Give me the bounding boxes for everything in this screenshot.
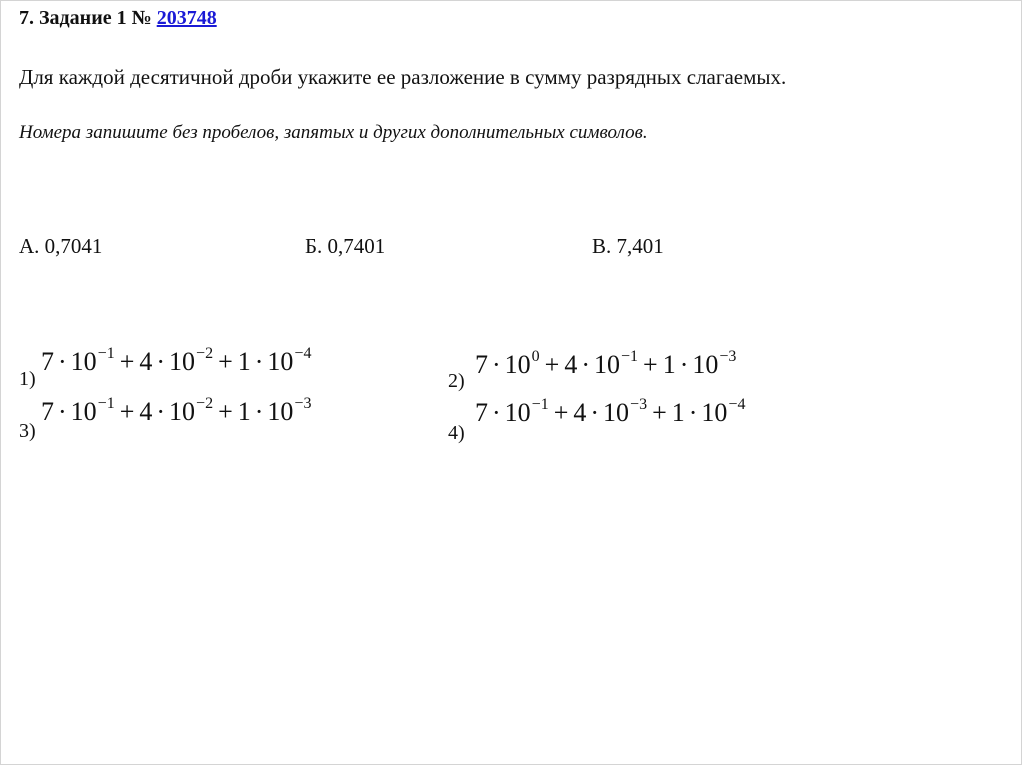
term-coef: 1 [671, 398, 685, 427]
term-base: 10 [504, 398, 531, 427]
task-title [19, 7, 217, 30]
term-base: 10 [267, 347, 294, 376]
term-base: 10 [267, 397, 294, 426]
decimal-item-c: В. 7,401 [592, 234, 664, 258]
term-coef: 7 [475, 350, 488, 379]
decimal-item-b: Б. 0,7401 [305, 234, 386, 258]
cdot: · [679, 350, 689, 379]
term-coef: 4 [139, 347, 153, 376]
term-exponent: 0 [531, 348, 540, 365]
term-coef: 7 [41, 347, 54, 376]
term-coef: 1 [237, 397, 251, 426]
term-coef: 4 [573, 398, 587, 427]
task-title-prefix: 7. Задание 1 № [19, 7, 157, 29]
decimal-item-a: А. 0,7041 [19, 234, 103, 258]
answer-note: Номера запишите без пробелов, запятых и других дополнительных символов. [19, 122, 648, 143]
term-exponent: −3 [630, 396, 648, 413]
plus-sign: + [643, 350, 658, 379]
cdot: · [156, 347, 166, 376]
term-exponent: −3 [294, 395, 312, 412]
term-base: 10 [70, 397, 97, 426]
term-coef: 1 [662, 350, 676, 379]
term-base: 10 [70, 347, 97, 376]
term-exponent: −1 [621, 348, 639, 365]
term-coef: 4 [139, 397, 153, 426]
plus-sign: + [553, 398, 569, 427]
option-1-expression [41, 347, 311, 377]
task-id-link[interactable]: 203748 [156, 7, 217, 29]
plus-sign: + [218, 397, 233, 426]
term-base: 10 [504, 350, 531, 379]
term-exponent: −4 [728, 396, 746, 413]
plus-sign: + [119, 347, 135, 376]
term-base: 10 [603, 398, 630, 427]
cdot: · [58, 397, 67, 426]
term-coef: 4 [564, 350, 578, 379]
cdot: · [254, 397, 264, 426]
cdot: · [254, 347, 264, 376]
cdot: · [58, 347, 67, 376]
option-3-number: 3) [19, 420, 36, 442]
cdot: · [688, 398, 698, 427]
term-exponent: −1 [531, 396, 549, 413]
term-base: 10 [594, 350, 621, 379]
term-exponent: −2 [196, 345, 214, 362]
option-1-number: 1) [19, 368, 36, 390]
term-coef: 1 [237, 347, 251, 376]
option-2-expression [475, 350, 736, 380]
term-base: 10 [169, 397, 196, 426]
term-exponent: −1 [97, 395, 115, 412]
cdot: · [590, 398, 600, 427]
cdot: · [492, 398, 501, 427]
plus-sign: + [218, 347, 233, 376]
plus-sign: + [652, 398, 667, 427]
option-3-expression [41, 397, 311, 427]
cdot: · [581, 350, 591, 379]
option-2-number: 2) [448, 370, 465, 392]
term-exponent: −4 [294, 345, 312, 362]
term-exponent: −1 [97, 345, 115, 362]
cdot: · [156, 397, 166, 426]
term-coef: 7 [41, 397, 54, 426]
term-exponent: −2 [196, 395, 214, 412]
term-base: 10 [169, 347, 196, 376]
term-exponent: −3 [719, 348, 737, 365]
plus-sign: + [544, 350, 560, 379]
cdot: · [492, 350, 501, 379]
option-4-number: 4) [448, 422, 465, 444]
term-base: 10 [701, 398, 728, 427]
term-base: 10 [692, 350, 719, 379]
plus-sign: + [119, 397, 135, 426]
task-instruction: Для каждой десятичной дроби укажите ее разложение в сумму разрядных слагаемых. [19, 65, 787, 89]
term-coef: 7 [475, 398, 488, 427]
option-4-expression [475, 398, 745, 428]
